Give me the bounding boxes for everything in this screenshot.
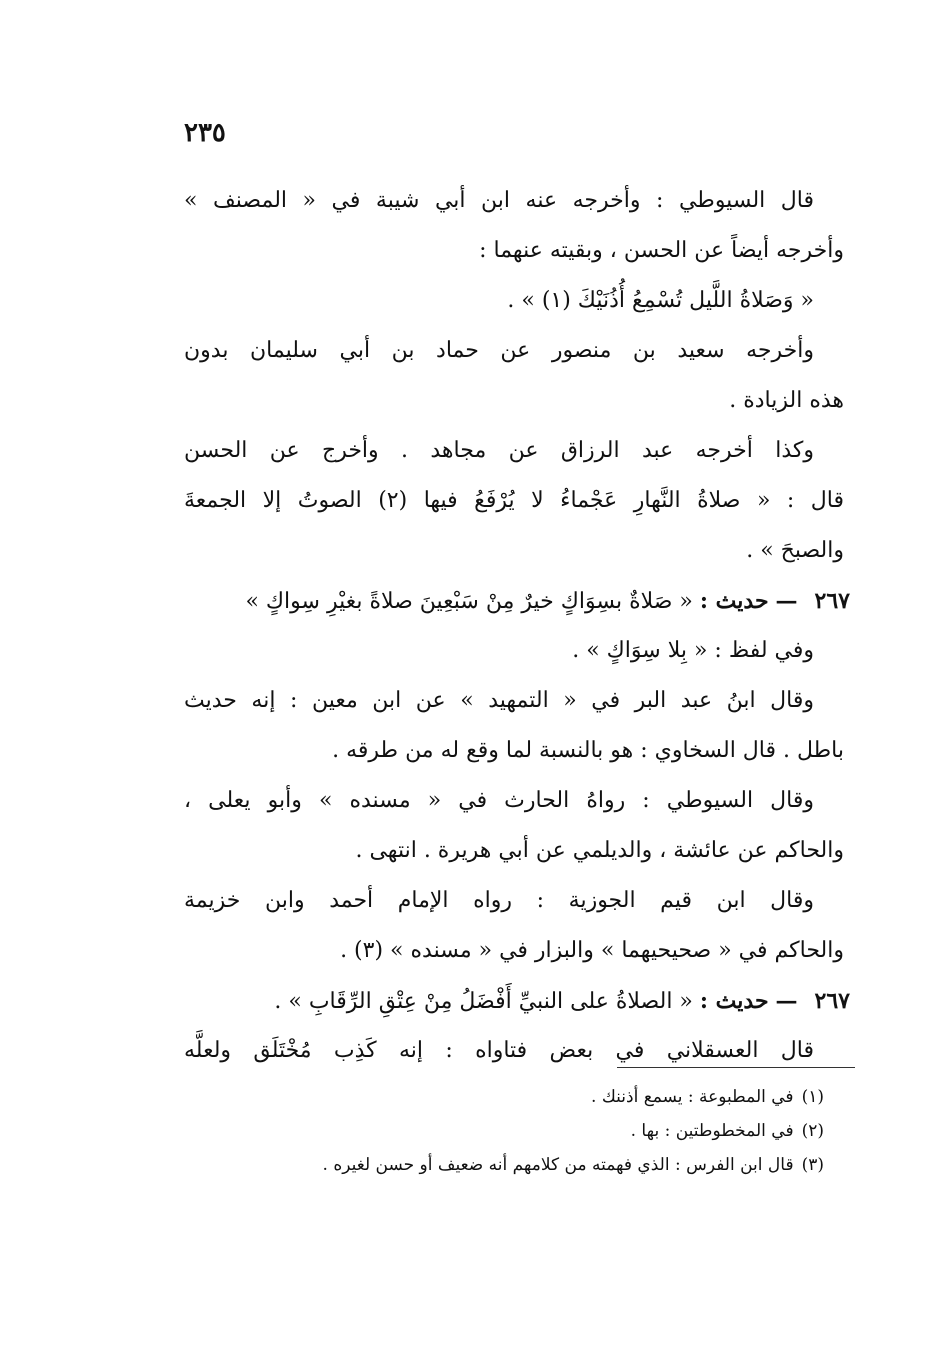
footnote-marker: (٢) [801,1121,824,1141]
footnote [184,1080,824,1114]
main-text [184,176,850,1076]
text-line: والحاكم في « صحيحيهما » والبزار في « مسنده » (٣) . [340,938,844,963]
text-line: والحاكم عن عائشة ، والديلمي عن أبي هريرة . انتهى . [355,838,844,863]
footnote [184,1114,824,1148]
hadith-number: ٢٦٧ [814,588,850,614]
footnote [184,1148,824,1182]
text-line: وكذا أخرجه عبد الرزاق عن مجاهد . وأخرج عن الحسن [184,438,814,463]
text-line: وقال السيوطي : رواهُ الحارث في « مسنده » وأبو يعلى ، [184,788,814,813]
footnote-divider [617,1067,855,1068]
footnote-text: قال ابن الفرس : الذي فهمته من كلامهم أنه ضعيف أو حسن لغيره . [322,1155,794,1175]
text-line: وفي لفظ : « بِلا سِوَاكٍ » . [572,638,814,663]
text-line: « وَصَلاةُ اللَّيل تُسْمِعُ أُذُنَيْكَ (١) » . [507,288,814,313]
text-line: هذه الزيادة . [729,388,844,413]
text-line: قال العسقلاني في بعض فتاواه : إنه كَذِب مُخْتَلَق ولعلَّه [184,1038,814,1063]
footnote-text: في المخطوطتين : بها . [630,1121,794,1141]
text-line: وقال ابن قيم الجوزية : رواه الإمام أحمد وابن خزيمة [184,888,814,913]
hadith-dash: — [775,988,798,1014]
hadith-text: « صَلاةٌ بسِوَاكٍ خيرٌ مِنْ سَبْعِينَ صلاةً بغيْرِ سِواكٍ » [245,589,693,614]
footnote-marker: (٣) [801,1155,824,1175]
hadith-label: حديث : [699,588,769,614]
text-line: وأخرجه أيضاً عن الحسن ، وبقيته عنهما : [479,238,844,263]
footnotes [184,1080,824,1182]
footnote-marker: (١) [801,1087,824,1107]
text-line: والصبحَ » . [746,538,844,563]
text-line: وقال ابنُ عبد البر في « التمهيد » عن ابن معين : إنه حديث [184,688,814,713]
hadith-dash: — [775,588,798,614]
hadith-heading [184,976,850,1026]
text-line: باطل . قال السخاوي : هو بالنسبة لما وقع له من طرقه . [332,738,844,763]
text-line: وأخرجه سعيد بن منصور عن حماد بن أبي سليمان بدون [184,338,814,363]
text-line: قال : « صلاةُ النَّهارِ عَجْماءُ لا يُرْفَعُ فيها (٢) الصوتُ إلا الجمعةَ [184,488,844,513]
hadith-label: حديث : [699,988,769,1014]
hadith-heading [184,576,850,626]
page-number: ٢٣٥ [184,118,226,148]
text-line: قال السيوطي : وأخرجه عنه ابن أبي شيبة في « المصنف » [184,188,814,213]
footnote-text: في المطبوعة : يسمع أذننك . [591,1087,794,1107]
hadith-text: « الصلاةُ على النبيِّ أَفْضَلُ مِنْ عِتْقِ الرِّقَابِ » . [274,989,693,1014]
hadith-number: ٢٦٧ [814,988,850,1014]
